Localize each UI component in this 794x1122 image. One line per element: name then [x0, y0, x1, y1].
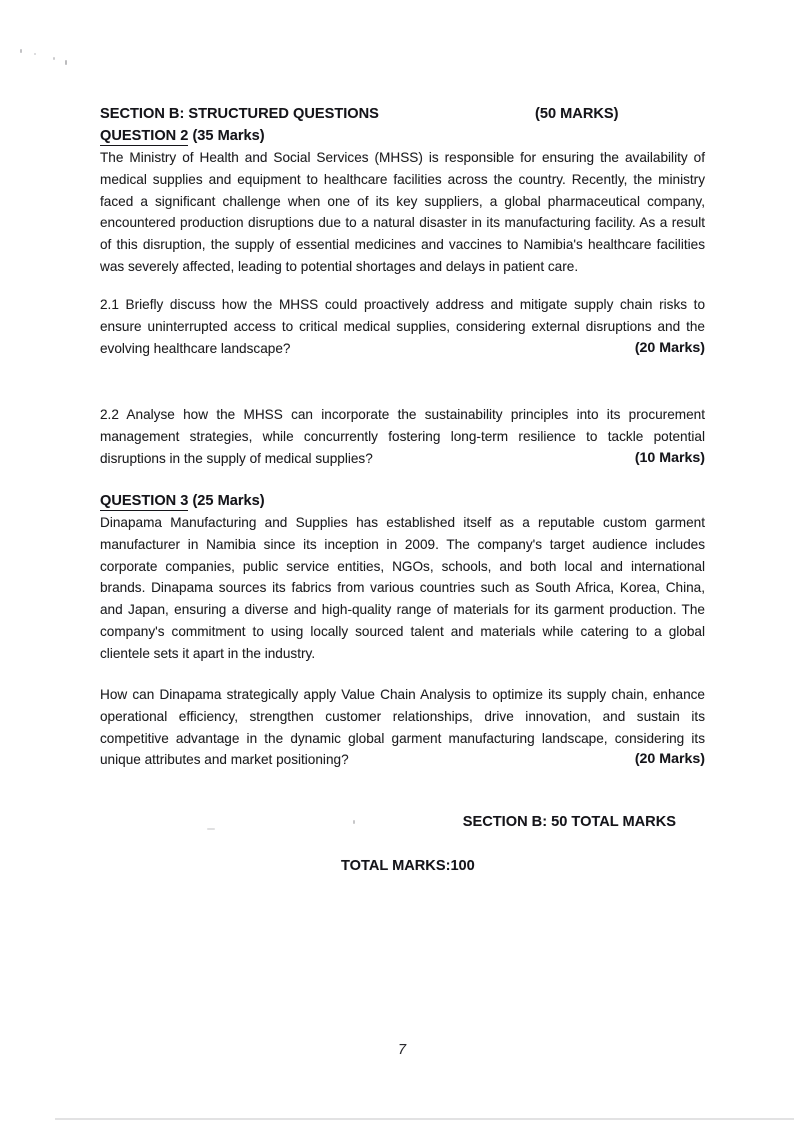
section-b-header [100, 104, 705, 125]
question-2-1-text: 2.1 Briefly discuss how the MHSS could proactively address and mitigate supply chain risks to ensure uninterrupted access to critical medical supplies, considering external disruptions and the evolving healthcare landscape? [100, 297, 705, 356]
question-3-heading [100, 491, 705, 512]
section-b-marks: (50 MARKS) [535, 106, 619, 122]
question-3-question-marks: (20 Marks) [627, 749, 705, 771]
question-3-marks-label: (25 Marks) [188, 493, 265, 509]
question-3-label: QUESTION 3 [100, 493, 189, 509]
section-b-total-marks: SECTION B: 50 TOTAL MARKS [462, 814, 676, 830]
question-2-intro-paragraph: The Ministry of Health and Social Services (MHSS) is responsible for ensuring the availability of medical supplies and equipment to healthcare facilities across the country. Recently, the ministry faced a significant challenge when one of its key suppliers, a global pharmaceutical company, encountered production disruptions due to a natural disaster in its manufacturing facility. As a result of this disruption, the supply of essential medicines and vaccines to Namibia's healthcare facilities was severely affected, leading to potential shortages and delays in patient care. [100, 150, 705, 274]
question-2-marks-label: (35 Marks) [188, 128, 265, 144]
scan-artifact-speck [34, 53, 36, 55]
question-2-1-block [100, 294, 705, 359]
question-2-2-block [100, 404, 705, 469]
question-2-heading [100, 126, 705, 147]
question-2-2-marks: (10 Marks) [627, 448, 705, 470]
scan-artifact-speck [20, 49, 22, 53]
scan-bottom-edge-line [55, 1118, 794, 1120]
question-3-question-text: How can Dinapama strategically apply Value Chain Analysis to optimize its supply chain, enhance operational efficiency, strengthen customer relationships, drive innovation, and sustain its competitive advantage in the dynamic global garment manufacturing landscape, considering its unique attributes and market positioning? [100, 687, 705, 768]
question-2-2-text: 2.2 Analyse how the MHSS can incorporate the sustainability principles into its procurement management strategies, while concurrently fostering long-term resilience to tackle potential disruptions in the supply of medical supplies? [100, 407, 705, 466]
page-number: 7 [397, 1042, 407, 1058]
section-b-title: SECTION B: STRUCTURED QUESTIONS [100, 106, 379, 122]
question-3-intro-paragraph: Dinapama Manufacturing and Supplies has established itself as a reputable custom garment manufacturer in Namibia since its inception in 2009. The company's target audience includes corporate companies, public service entities, NGOs, schools, and both local and international brands. Dinapama sources its fabrics from various countries such as South Africa, Korea, China, and Japan, ensuring a diverse and high-quality range of materials for its garment production. The company's commitment to using locally sourced talent and materials while catering to a global clientele sets it apart in the industry. [100, 515, 705, 661]
total-marks: TOTAL MARKS:100 [341, 858, 475, 874]
scan-artifact-speck [53, 57, 55, 60]
question-2-1-marks: (20 Marks) [627, 338, 705, 360]
question-3-question-block [100, 684, 705, 771]
scan-artifact-speck [65, 60, 67, 65]
question-2-label: QUESTION 2 [100, 128, 189, 144]
